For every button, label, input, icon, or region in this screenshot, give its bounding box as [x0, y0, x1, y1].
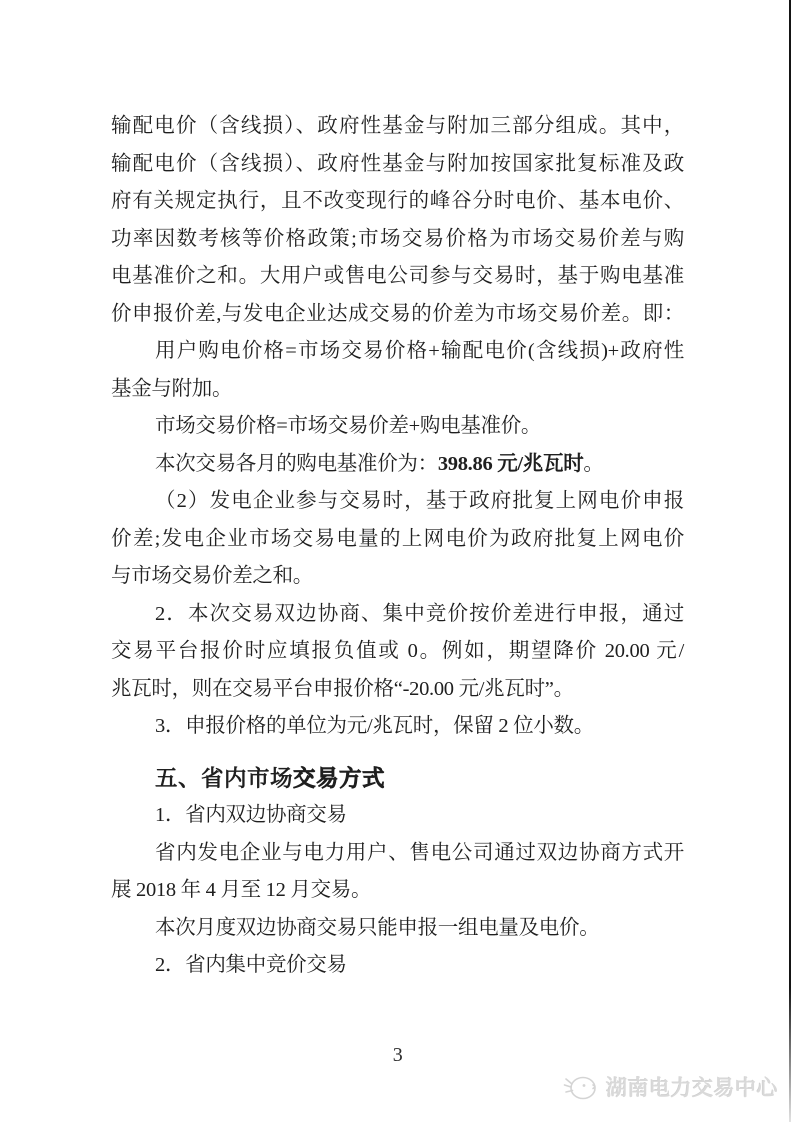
- text-line: [111, 446, 684, 484]
- text-line: [111, 108, 684, 146]
- body-text: 基金与附加。: [111, 377, 233, 400]
- body-text: 2．省内集中竞价交易: [155, 954, 347, 976]
- text-line: [111, 558, 684, 596]
- page-number: 3: [392, 1044, 404, 1066]
- body-text: 与市场交易价差之和。: [111, 565, 313, 587]
- body-text: 价申报价差,与发电企业达成交易的价差为市场交易价差。即：: [111, 302, 684, 325]
- text-line: [111, 408, 684, 446]
- text-line: [111, 221, 684, 259]
- body-text: 电基准价之和。大用户或售电公司参与交易时，基于购电基准: [111, 265, 684, 287]
- text-line: [111, 797, 684, 835]
- text-line: [111, 596, 684, 634]
- text-line: [111, 146, 684, 184]
- body-text: 本次交易各月的购电基准价为：: [155, 452, 438, 475]
- body-text: 价差;发电企业市场交易电量的上网电价为政府批复上网电价: [111, 527, 684, 550]
- body-text: 展 2018 年 4 月至 12 月交易。: [111, 879, 372, 901]
- text-line: [111, 183, 684, 221]
- text-line: [111, 371, 684, 409]
- text-line: [111, 671, 684, 709]
- section-heading: [111, 760, 684, 798]
- watermark: [563, 1072, 778, 1102]
- body-text: 3．申报价格的单位为元/兆瓦时，保留 2 位小数。: [155, 715, 594, 737]
- body-text: 省内发电企业与电力用户、售电公司通过双边协商方式开: [155, 841, 684, 864]
- body-text: 2．本次交易双边协商、集中竞价按价差进行申报，通过: [155, 602, 684, 625]
- text-line: [111, 910, 684, 948]
- text-line: [111, 633, 684, 671]
- body-text: （2）发电企业参与交易时，基于政府批复上网电价申报: [155, 490, 684, 512]
- trading-center-mascot-logo-icon: [563, 1072, 599, 1102]
- body-text: 输配电价（含线损）、政府性基金与附加三部分组成。其中，: [111, 115, 684, 137]
- document-body: [111, 108, 684, 985]
- body-text: 交易平台报价时应填报负值或 0。例如，期望降价 20.00 元/: [111, 640, 684, 662]
- watermark-text: 湖南电力交易中心: [606, 1077, 778, 1100]
- text-line: [111, 872, 684, 910]
- body-text: 市场交易价格=市场交易价差+购电基准价。: [155, 415, 542, 437]
- body-text: 用户购电价格=市场交易价格+输配电价(含线损)+政府性: [155, 340, 684, 362]
- body-text: 功率因数考核等价格政策;市场交易价格为市场交易价差与购: [111, 227, 684, 250]
- body-text: 1．省内双边协商交易: [155, 804, 347, 826]
- body-text: 兆瓦时，则在交易平台申报价格“-20.00 元/兆瓦时”。: [111, 677, 574, 700]
- text-line: [111, 258, 684, 296]
- text-line: [111, 835, 684, 873]
- body-text: 输配电价（含线损）、政府性基金与附加按国家批复标准及政: [111, 152, 684, 175]
- body-text: 五、省内市场: [155, 765, 294, 791]
- text-line: [111, 947, 684, 985]
- emphasized-text: 交易方式: [293, 765, 386, 791]
- text-line: [111, 708, 684, 746]
- text-line: [111, 333, 684, 371]
- body-text: 本次月度双边协商交易只能申报一组电量及电价。: [155, 916, 600, 939]
- body-text: 府有关规定执行，且不改变现行的峰谷分时电价、基本电价、: [111, 190, 684, 212]
- scan-edge-line: [789, 0, 791, 1122]
- emphasized-text: 398.86 元/兆瓦时: [437, 452, 584, 475]
- text-line: [111, 521, 684, 559]
- body-text: 。: [583, 452, 604, 475]
- text-line: [111, 296, 684, 334]
- text-line: [111, 483, 684, 521]
